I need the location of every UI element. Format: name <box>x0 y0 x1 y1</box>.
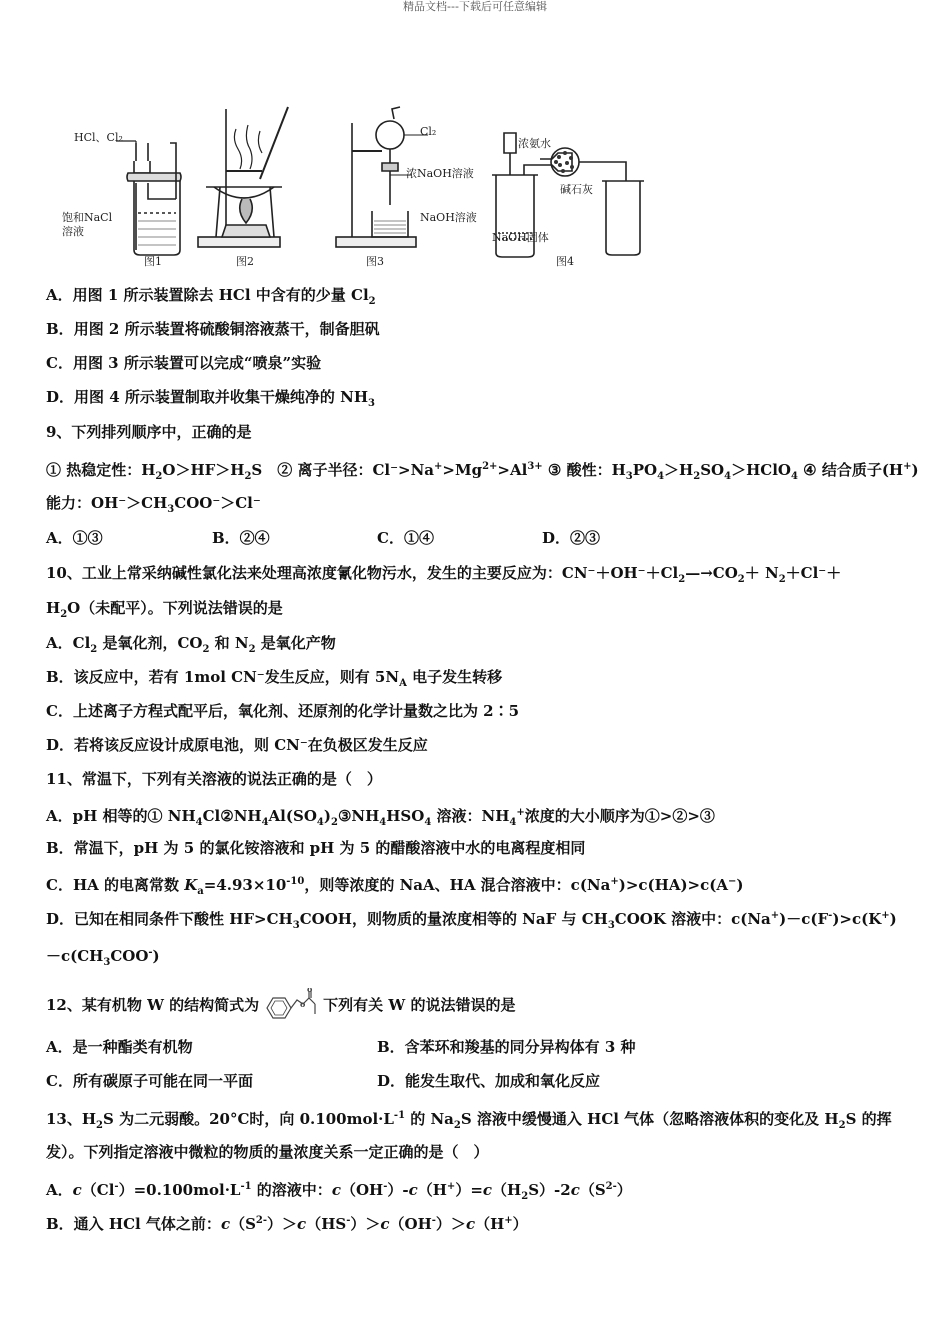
q11-stem: 11、常温下，下列有关溶液的说法正确的是（ ） <box>46 770 382 788</box>
page-header: 精品文档---下载后可任意编辑 <box>403 0 547 13</box>
q12-options-row2 <box>46 1070 906 1092</box>
fig1-liquid-label-1: 饱和NaCl <box>62 211 113 224</box>
q10-stem-2: $H_2O$（未配平）。下列说法错误的是 <box>46 599 283 620</box>
q9-option-d: D．②③ <box>542 529 601 547</box>
q9-stem: 9、下列排列顺序中，正确的是 <box>46 423 252 441</box>
q11-option-c: C．HA 的电离常数 $K_a=4.93\times 10^{-10}$，则等浓度的 NaA、HA 混合溶液中：c(Na+)>c(HA)>c(A−) <box>46 876 744 897</box>
q9-line2: 能力：$OH^->CH_3COO^->Cl^-$ <box>46 494 261 515</box>
fig2-caption: 图2 <box>236 255 254 268</box>
q8-option-b: B．用图 2 所示装置将硫酸铜溶液蒸干，制备胆矾 <box>46 320 380 338</box>
q10-stem-1: 10、工业上常采纳碱性氯化法来处理高浓度氰化物污水，发生的主要反应为：$CN^-+OH^-+Cl_2—\to CO_2+ N_2+Cl^-+$ <box>46 564 842 585</box>
q11-option-d: D．已知在相同条件下酸性 $HF>CH_3COOH$，则物质的量浓度相等的 NaF 与 $CH_3COOK$ 溶液中：c(Na+)－c(F-)>c(K+) <box>46 910 897 931</box>
q13-option-b: B．通入 HCl 气体之前：$c(S^{2-})>c(HS^-)>c(OH^-)>c(H^+)$ <box>46 1215 528 1233</box>
q10-option-b: B．该反应中，若有 1mol CN⁻发生反应，则有 $5N_A$ 电子发生转移 <box>46 668 503 689</box>
fig3-label-conc-naoh: 浓NaOH溶液 <box>406 167 474 180</box>
fig3-label-cl2: Cl₂ <box>420 125 437 138</box>
q10-option-c: C．上述离子方程式配平后，氧化剂、还原剂的化学计量数之比为 2∶5 <box>46 702 520 720</box>
fig3-caption: 图3 <box>366 255 384 268</box>
q13-stem-2: 发）。下列指定溶液中微粒的物质的量浓度关系一定正确的是（ ） <box>46 1143 489 1161</box>
svg-text:o: o <box>307 988 313 994</box>
q9-option-b: B．②④ <box>212 529 270 547</box>
q13-option-a: A．$c(Cl^-)=0.100mol\cdot L^{-1}$ 的溶液中：$c(OH^-)-c(H^+)=c(H_2S)-2c(S^{2-})$ <box>46 1181 632 1202</box>
fig1-gas-label: HCl、Cl₂ <box>74 131 123 144</box>
q12-stem: 12、某有机物 W 的结构简式为 o o 下列有关 W 的说法错误的是 <box>46 988 906 1024</box>
apparatus-figure <box>56 105 656 270</box>
q12-options-row1 <box>46 1036 906 1058</box>
svg-text:o: o <box>300 999 306 1009</box>
fig1-wash-bottle <box>116 141 181 255</box>
q12-option-c: C．所有碳原子可能在同一平面 <box>46 1072 253 1090</box>
q11-option-b: B．常温下，pH 为 5 的氯化铵溶液和 pH 为 5 的醋酸溶液中水的电离程度相同 <box>46 839 586 857</box>
q12-option-d: D．能发生取代、加成和氧化反应 <box>377 1072 601 1090</box>
q10-option-d: D．若将该反应设计成原电池，则 CN⁻在负极区发生反应 <box>46 736 428 754</box>
fig1-liquid-label-2: 溶液 <box>62 225 84 238</box>
q13-stem-1: 13、$H_2S$ 为二元弱酸。20°C时，向 $0.100mol\cdot L^{-1}$ 的 $Na_2S$ 溶液中缓慢通入 HCl 气体（忽略溶液体积的变化及 $H_2S$ 的挥 <box>46 1110 892 1131</box>
fig2-evaporation <box>198 107 288 247</box>
q8-option-d: D．用图 4 所示装置制取并收集干燥纯净的 $NH_3$ <box>46 388 375 409</box>
q8-option-a: A．用图 1 所示装置除去 HCl 中含有的少量 $Cl_2$ <box>46 286 376 307</box>
q12-option-b: B．含苯环和羧基的同分异构体有 3 种 <box>377 1038 636 1056</box>
q12-option-a: A．是一种酯类有机物 <box>46 1038 193 1056</box>
fig4-label-soda-lime: 碱石灰 <box>560 183 593 196</box>
fig4-label-ammonia: 浓氨水 <box>518 137 551 150</box>
fig1-caption: 图1 <box>144 255 162 268</box>
q8-option-c: C．用图 3 所示装置可以完成“喷泉”实验 <box>46 354 322 372</box>
q11-option-a: A．pH 相等的① $NH_4Cl②NH_4Al(SO_4)_2③NH_4HSO_4$ 溶液：$NH_4^+$浓度的大小顺序为①>②>③ <box>46 807 715 828</box>
q9-option-c: C．①④ <box>377 529 434 547</box>
benzyl-acetate-structure <box>261 988 321 1024</box>
q9-option-a: A．①③ <box>46 529 103 547</box>
q11-option-d-cont: $-c(CH_3COO^-)$ <box>46 947 160 968</box>
fig4-caption: 图4 <box>556 255 574 268</box>
q10-option-a: A．$Cl_2$ 是氧化剂，$CO_2$ 和 $N_2$ 是氧化产物 <box>46 634 336 655</box>
fig4-label-naoh-solid: NaOH固体 <box>492 231 549 244</box>
fig3-label-naoh: NaOH溶液 <box>420 211 477 224</box>
q9-line1: ① 热稳定性：$H_2O>HF>H_2S$ ② 离子半径：$Cl^->Na^+>Mg^{2+}>Al^{3+}$ ③ 酸性：$H_3PO_4>H_2SO_4>HClO_4$ ④ 结合质子(H+) <box>46 461 919 482</box>
